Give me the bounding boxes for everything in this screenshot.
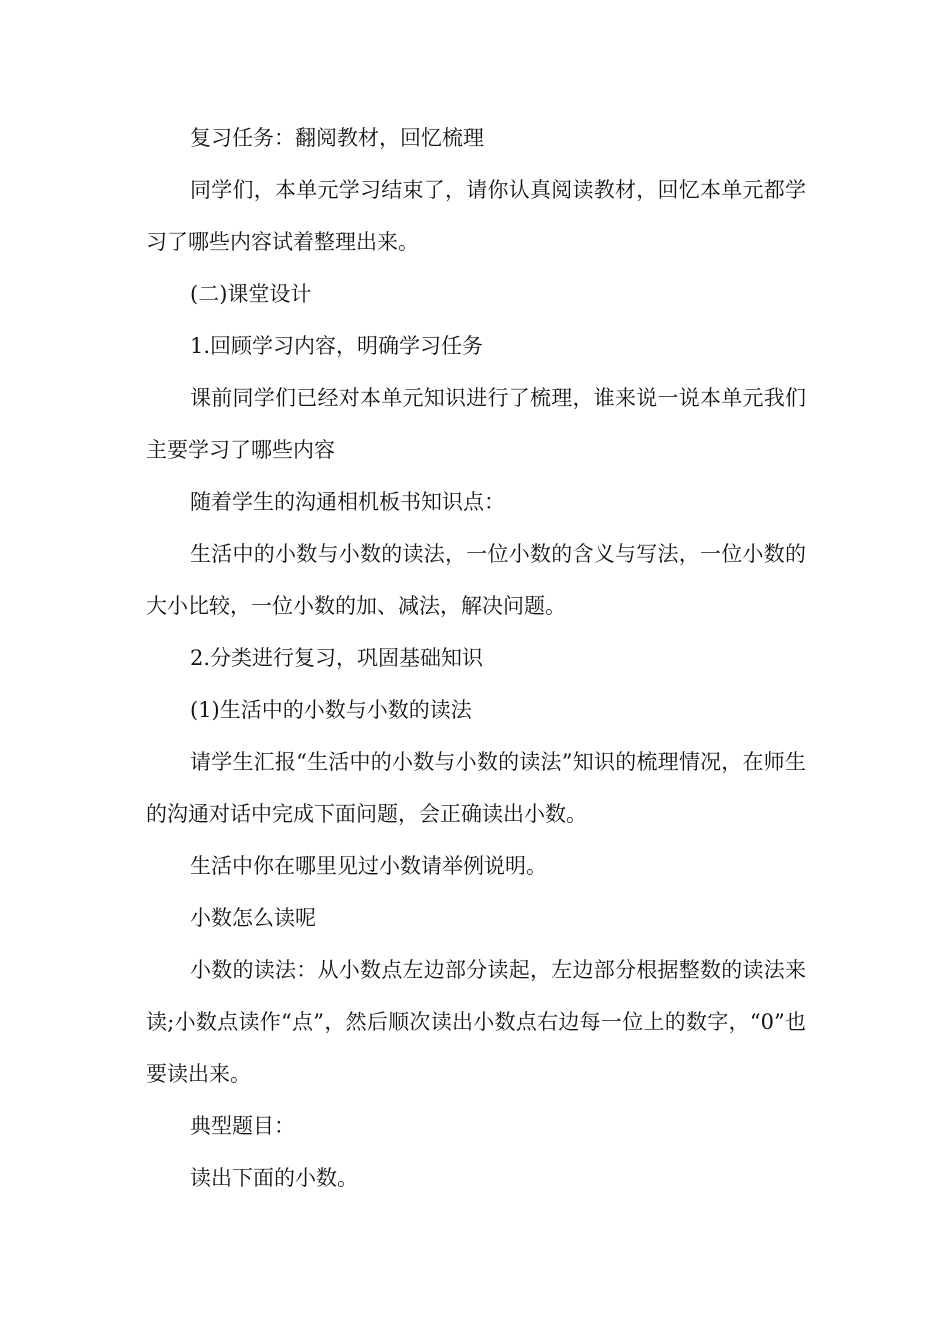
- heading-typical-problems: 典型题目：: [190, 1114, 295, 1138]
- paragraph-question-examples: 生活中你在哪里见过小数请举例说明。: [190, 854, 547, 878]
- paragraph-read-decimals: 读出下面的小数。: [190, 1166, 358, 1190]
- heading-class-design: (二)课堂设计: [190, 282, 312, 306]
- paragraph-review-task: 复习任务：翻阅教材，回忆梳理: [190, 126, 484, 150]
- paragraph-student-report: 请学生汇报“生活中的小数与小数的读法”知识的梳理情况，在师生的沟通对话中完成下面问题，会正确读出小数。: [146, 750, 806, 826]
- paragraph-knowledge-points: 生活中的小数与小数的读法，一位小数的含义与写法，一位小数的大小比较，一位小数的加、减法，解决问题。: [146, 542, 806, 618]
- paragraph-pre-class: 课前同学们已经对本单元知识进行了梳理，谁来说一说本单元我们主要学习了哪些内容: [146, 386, 806, 462]
- paragraph-reading-rule: 小数的读法：从小数点左边部分读起，左边部分根据整数的读法来读;小数点读作“点”，然后顺次读出小数点右边每一位上的数字，“0”也要读出来。: [146, 958, 806, 1086]
- heading-decimal-reading: (1)生活中的小数与小数的读法: [190, 698, 472, 722]
- heading-classified-review: 2.分类进行复习，巩固基础知识: [190, 646, 484, 670]
- paragraph-board-notes: 随着学生的沟通相机板书知识点：: [190, 490, 505, 514]
- document-body: [146, 112, 806, 1204]
- paragraph-intro: 同学们，本单元学习结束了，请你认真阅读教材，回忆本单元都学习了哪些内容试着整理出来。: [146, 178, 806, 254]
- paragraph-how-to-read: 小数怎么读呢: [190, 906, 316, 930]
- heading-review-content: 1.回顾学习内容，明确学习任务: [190, 334, 484, 358]
